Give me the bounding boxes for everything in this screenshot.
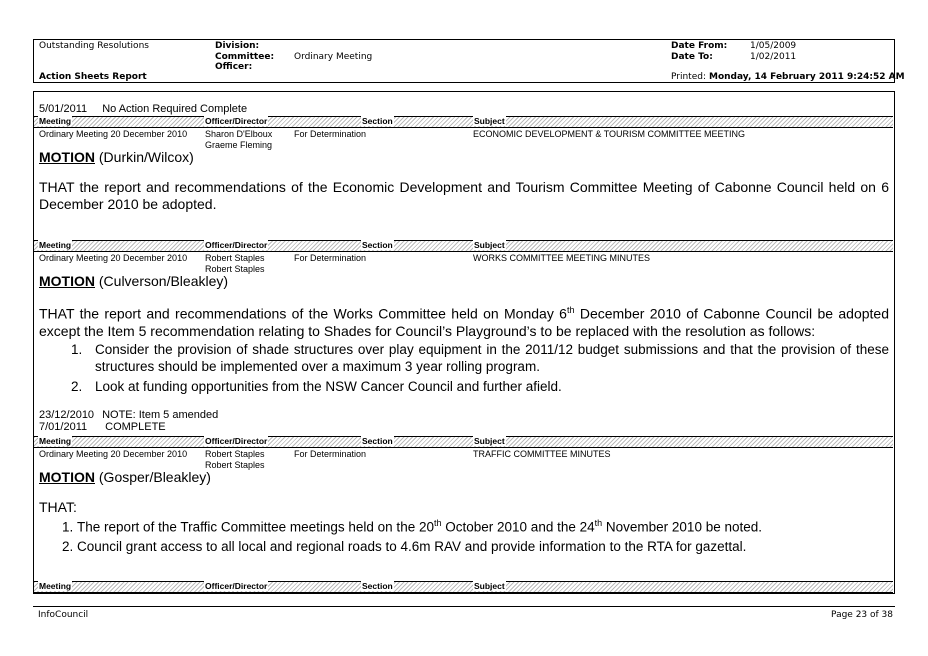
item-meeting: Ordinary Meeting 20 December 2010 [39,253,188,263]
list-item: 2. Council grant access to all local and regional roads to 4.6m RAV and provide information to the RTA for gazettal. [62,539,747,554]
list-item: 1. The report of the Traffic Committee meetings held on the 20th October 2010 and the 24th November 2010 be noted. [62,518,762,535]
motion-body: THAT the report and recommendations of the Economic Development and Tourism Committee Meeting of Cabonne Council held on 6 December 2010 be adopted. [39,179,889,212]
item-section: For Determination [294,129,367,139]
date-from-label: Date From: [671,41,728,51]
printed-label: Printed: [671,72,706,82]
printed-value: Monday, 14 February 2011 9:24:52 AM [709,72,905,82]
col-subject: Subject [474,436,505,446]
list-item: Consider the provision of shade structures over play equipment in the 2011/12 budget submissions and that the provision of these structures should be implemented over a maximum 3 year rolling program. [95,342,889,374]
motion-movers: (Culverson/Bleakley) [98,273,229,289]
motion-heading [39,149,194,165]
item-subject: TRAFFIC COMMITTEE MINUTES [473,449,611,459]
item-subject: WORKS COMMITTEE MEETING MINUTES [473,253,650,263]
col-subject: Subject [474,581,505,591]
motion-body: THAT the report and recommendations of the Works Committee held on Monday 6th December 2010 of Cabonne Council be adopted except the Item 5 recommendation relating to Shades for Council’s Playground’s to be replaced with the resolution as follows: [39,305,890,339]
col-meeting: Meeting [39,116,72,126]
report-name: Outstanding Resolutions [39,41,149,51]
col-meeting: Meeting [39,436,72,446]
list-number: 2. [71,379,83,394]
page-number: Page 23 of 38 [831,610,893,620]
col-officer: Officer/Director [205,240,268,250]
col-meeting: Meeting [39,240,72,250]
date-to-value: 1/02/2011 [750,52,797,62]
item-meeting: Ordinary Meeting 20 December 2010 [39,449,188,459]
division-label: Division: [215,41,260,51]
item-officer: Graeme Fleming [205,140,273,150]
column-header-row [34,436,893,448]
top-note-text: No Action Required Complete [102,103,248,115]
report-header [33,39,905,83]
col-section: Section [362,240,393,250]
motion-word: MOTION [39,469,95,485]
column-header-row [34,581,893,593]
col-officer: Officer/Director [205,581,268,591]
item-officer: Sharon D'Elboux [205,129,273,139]
action-sheet-frame [33,91,895,594]
motion-movers: (Durkin/Wilcox) [98,149,194,165]
col-officer: Officer/Director [205,116,268,126]
item-officer: Robert Staples [205,253,265,263]
motion-word: MOTION [39,273,95,289]
motion-that: THAT: [39,499,77,515]
status-note: 7/01/2011 COMPLETE [39,421,166,433]
top-note-date: 5/01/2011 [39,103,88,115]
report-type: Action Sheets Report [39,72,147,82]
date-from-value: 1/05/2009 [750,41,797,51]
officer-label: Officer: [215,62,253,72]
motion-heading [39,273,228,289]
item-subject: ECONOMIC DEVELOPMENT & TOURISM COMMITTEE MEETING [473,129,746,139]
committee-value: Ordinary Meeting [294,52,373,62]
top-note [39,103,247,115]
item-meeting: Ordinary Meeting 20 December 2010 [39,129,188,139]
motion-word: MOTION [39,149,95,165]
col-meeting: Meeting [39,581,72,591]
item-officer: Robert Staples [205,460,265,470]
col-subject: Subject [474,240,505,250]
motion-movers: (Gosper/Bleakley) [98,469,211,485]
list-item: Look at funding opportunities from the NSW Cancer Council and further afield. [95,379,562,394]
col-section: Section [362,581,393,591]
committee-label: Committee: [215,52,275,62]
col-section: Section [362,436,393,446]
item-officer: Robert Staples [205,264,265,274]
col-subject: Subject [474,116,505,126]
item-section: For Determination [294,253,367,263]
col-section: Section [362,116,393,126]
status-note: 23/12/2010 NOTE: Item 5 amended [39,409,219,421]
item-section: For Determination [294,449,367,459]
item-officer: Robert Staples [205,449,265,459]
motion-heading [39,469,211,485]
page-footer [33,606,895,620]
footer-app-name: InfoCouncil [38,610,89,620]
col-officer: Officer/Director [205,436,268,446]
date-to-label: Date To: [671,52,713,62]
column-header-row [34,240,893,252]
column-header-row [34,116,893,128]
list-number: 1. [71,342,83,357]
